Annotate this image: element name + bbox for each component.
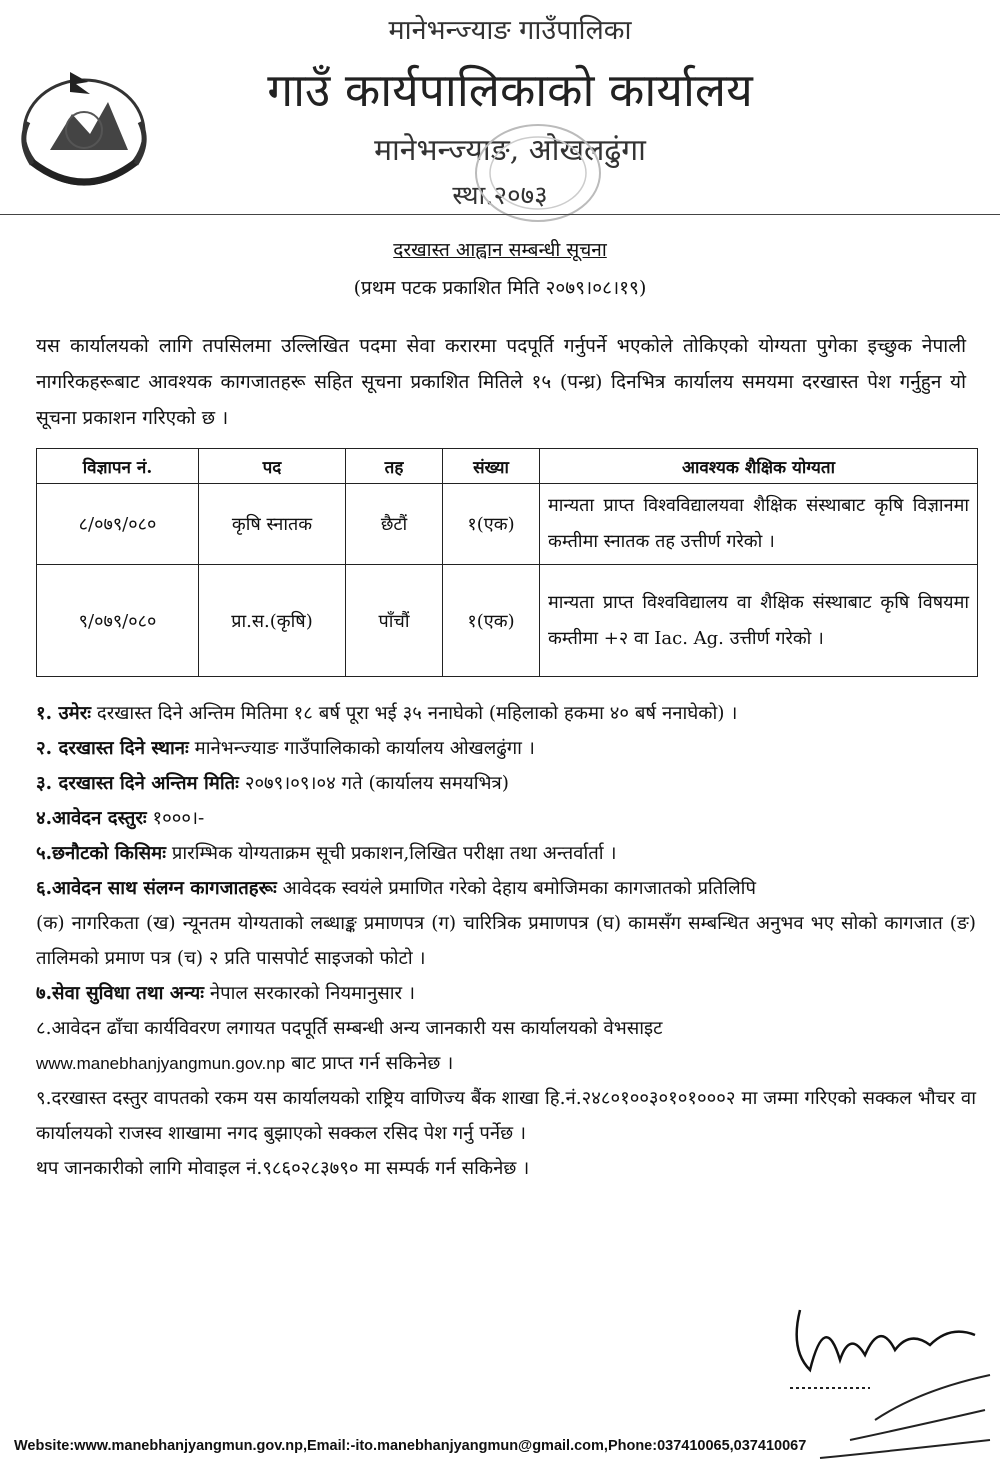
office-stamp-icon: [468, 118, 608, 228]
item-text: नेपाल सरकारको नियमानुसार ।: [203, 983, 415, 1004]
item-label: २. दरखास्त दिने स्थानः: [36, 738, 189, 759]
item-label: ४.आवेदन दस्तुरः: [36, 808, 147, 829]
item-selection: [36, 836, 976, 871]
signature-icon: [780, 1290, 995, 1460]
notice-intro: यस कार्यालयको लागि तपसिलमा उल्लिखित पदमा सेवा करारमा पदपूर्ति गर्नुपर्ने भएकोले तोकिएको योग्यता पुगेका इच्छुक नेपाली नागरिकहरूबाट आवश्यक कागजातहरू सहित सूचना प्रकाशित मितिले १५ (पन्ध्र) दिनभित्र कार्यालय समयमा दरखास्त पेश गर्नुहुन यो सूचना प्रकाशन गरिएको छ ।: [36, 335, 967, 429]
office-location: मानेभन्ज्याङ, ओखलढुंगा: [374, 133, 646, 168]
item-age: [36, 696, 976, 731]
item-text: बाट प्राप्त गर्न सकिनेछ ।: [285, 1053, 454, 1074]
count-cell: १(एक): [443, 565, 540, 677]
notice-subtitle: (प्रथम पटक प्रकाशित मिति २०७९।०८।१९): [353, 277, 647, 299]
item-label: १. उमेरः: [36, 703, 92, 724]
item-text: प्रारम्भिक योग्यताक्रम सूची प्रकाशन,लिखित परीक्षा तथा अन्तर्वार्ता ।: [165, 843, 617, 864]
item-fee: [36, 801, 976, 836]
post-cell: कृषि स्नातक: [199, 484, 346, 565]
item-text: मानेभन्ज्याङ गाउँपालिकाको कार्यालय ओखलढुंगा ।: [188, 738, 535, 759]
item-documents: [36, 871, 976, 906]
header-divider: [0, 214, 1000, 215]
item-label: ५.छनौटको किसिमः: [36, 843, 166, 864]
level-cell: पाँचौं: [346, 565, 443, 677]
contact-info: थप जानकारीको लागि मोवाइल नं.९८६०२८३७९० मा सम्पर्क गर्न सकिनेछ ।: [36, 1158, 530, 1179]
office-title: गाउँ कार्यपालिकाको कार्यालय: [267, 63, 753, 117]
item-deadline: [36, 766, 976, 801]
item-text: आवेदक स्वयंले प्रमाणित गरेको देहाय बमोजिमका कागजातको प्रतिलिपि: [276, 878, 756, 899]
item-payment: ९.दरखास्त दस्तुर वापतको रकम यस कार्यालयको राष्ट्रिय वाणिज्य बैंक शाखा हि.नं.२४८०१००३०१०१०००२ मा जम्मा गरिएको सक्कल भौचर वा कार्यालयको राजस्व शाखामा नगद बुझाएको सक्कल रसिद पेश गर्नु पर्नेछ ।: [36, 1088, 976, 1144]
col-post: पद: [199, 449, 346, 484]
item-label: ३. दरखास्त दिने अन्तिम मितिः: [36, 773, 239, 794]
item-text: २०७९।०९।०४ गते (कार्यालय समयभित्र): [238, 773, 509, 794]
col-qualification: आवश्यक शैक्षिक योग्यता: [540, 449, 978, 484]
col-ad-no: विज्ञापन नं.: [37, 449, 199, 484]
nepal-emblem-icon: [10, 52, 158, 192]
table-row: [37, 565, 978, 677]
level-cell: छैटौं: [346, 484, 443, 565]
qualification-cell: मान्यता प्राप्त विश्वविद्यालयवा शैक्षिक संस्थाबाट कृषि विज्ञानमा कम्तीमा स्नातक तह उत्तीर्ण गरेको ।: [540, 484, 978, 565]
item-documents-list: (क) नागरिकता (ख) न्यूनतम योग्यताको लब्धाङ्क प्रमाणपत्र (ग) चारित्रिक प्रमाणपत्र (घ) कामसँग सम्बन्धित अनुभव भए सोको कागजात (ङ) तालिमको प्रमाण पत्र (च) २ प्रति पासपोर्ट साइजको फोटो ।: [36, 913, 976, 969]
notice-title: दरखास्त आह्वान सम्बन्धी सूचना: [393, 239, 607, 261]
item-website: [36, 1011, 976, 1081]
item-text: दरखास्त दिने अन्तिम मितिमा १८ बर्ष पूरा भई ३५ ननाघेको (महिलाको हकमा ४० बर्ष ननाघेको) ।: [91, 703, 738, 724]
count-cell: १(एक): [443, 484, 540, 565]
item-text: १०००।-: [146, 808, 205, 829]
municipality-name: मानेभन्ज्याङ गाउँपालिका: [388, 15, 632, 46]
item-benefits: [36, 976, 976, 1011]
item-text: ८.आवेदन ढाँचा कार्यविवरण लगायत पदपूर्ति सम्बन्धी अन्य जानकारी यस कार्यालयको वेभसाइट: [36, 1018, 663, 1039]
website-link[interactable]: www.manebhanjyangmun.gov.np: [36, 1054, 286, 1073]
vacancy-table: [36, 448, 978, 677]
col-count: संख्या: [443, 449, 540, 484]
established-year: स्था.२०७३: [452, 181, 548, 211]
ad-no-cell: ९/०७९/०८०: [37, 565, 199, 677]
table-row: [37, 484, 978, 565]
qualification-cell: मान्यता प्राप्त विश्वविद्यालय वा शैक्षिक संस्थाबाट कृषि विषयमा कम्तीमा +२ वा Iac. Ag. उत्तीर्ण गरेको ।: [540, 565, 978, 677]
item-label: ७.सेवा सुविधा तथा अन्यः: [36, 983, 204, 1004]
notice-items: [36, 696, 976, 1186]
post-cell: प्रा.स.(कृषि): [199, 565, 346, 677]
footer-contact: Website:www.manebhanjyangmun.gov.np,Email:-ito.manebhanjyangmun@gmail.com,Phone:037410065,037410067: [14, 1438, 807, 1454]
item-place: [36, 731, 976, 766]
item-label: ६.आवेदन साथ संलग्न कागजातहरूः: [36, 878, 277, 899]
ad-no-cell: ८/०७९/०८०: [37, 484, 199, 565]
table-header-row: [37, 449, 978, 484]
col-level: तह: [346, 449, 443, 484]
